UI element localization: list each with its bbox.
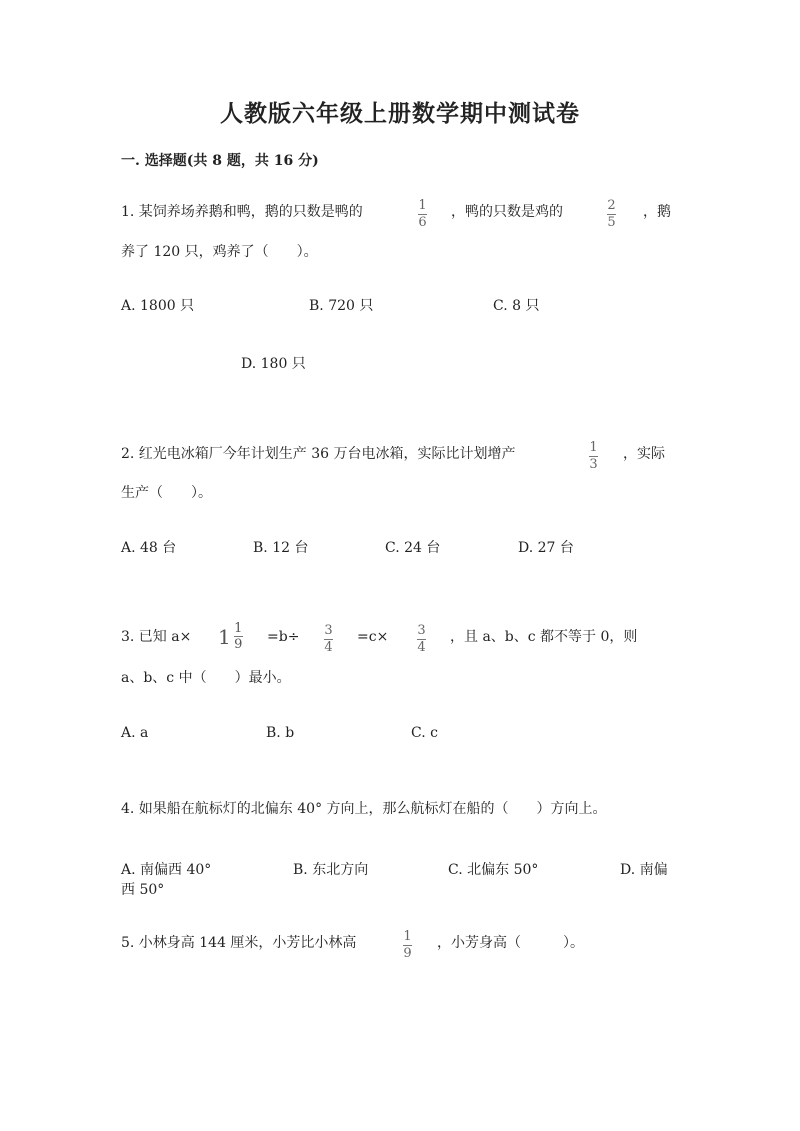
- option-c[interactable]: C. c: [411, 725, 438, 741]
- fraction: [607, 199, 616, 230]
- option-d-continuation: 西 50°: [121, 882, 165, 898]
- option-b[interactable]: B. 东北方向: [293, 862, 369, 878]
- question-text: a、b、c 中（ ）最小。: [121, 670, 291, 686]
- question-text: ，鹅: [643, 204, 671, 220]
- numerator: 1: [234, 621, 243, 636]
- question-text: 养了 120 只，鸡养了（ ）。: [121, 244, 318, 260]
- question-text: ，实际: [623, 446, 665, 462]
- option-d[interactable]: D. 180 只: [241, 356, 306, 372]
- option-d[interactable]: D. 南偏: [620, 862, 668, 878]
- numerator: 3: [324, 623, 333, 638]
- mixed-number: [218, 622, 243, 651]
- fraction: [324, 624, 333, 655]
- page-title: 人教版六年级上册数学期中测试卷: [220, 100, 580, 127]
- denominator: 6: [418, 215, 427, 230]
- question-text: =b÷: [267, 629, 300, 645]
- section-heading: 一. 选择题(共 8 题，共 16 分): [121, 153, 319, 169]
- option-c[interactable]: C. 8 只: [493, 298, 540, 314]
- question-text: 生产（ ）。: [121, 485, 212, 501]
- fraction: [417, 624, 426, 655]
- option-c[interactable]: C. 北偏东 50°: [448, 862, 539, 878]
- question-text: 2. 红光电冰箱厂今年计划生产 36 万台电冰箱，实际比计划增产: [121, 446, 516, 462]
- fraction: [418, 199, 427, 230]
- question-text: ，且 a、b、c 都不等于 0，则: [450, 629, 638, 645]
- option-a[interactable]: A. a: [121, 725, 149, 741]
- option-d[interactable]: D. 27 台: [518, 540, 574, 556]
- option-b[interactable]: B. b: [266, 725, 295, 741]
- option-a[interactable]: A. 南偏西 40°: [121, 862, 212, 878]
- numerator: 3: [417, 623, 426, 638]
- numerator: 2: [607, 198, 616, 213]
- whole-part: 1: [218, 624, 231, 649]
- question-text: ，小芳身高（ ）。: [437, 935, 584, 951]
- question-text: =c×: [357, 629, 389, 645]
- question-text: ，鸭的只数是鸡的: [451, 204, 563, 220]
- option-a[interactable]: A. 1800 只: [121, 298, 195, 314]
- question-text: 1. 某饲养场养鹅和鸭，鹅的只数是鸭的: [121, 204, 363, 220]
- option-b[interactable]: B. 12 台: [253, 540, 309, 556]
- fraction: [589, 441, 598, 472]
- numerator: 1: [403, 929, 412, 944]
- denominator: 4: [324, 640, 333, 655]
- question-text: 3. 已知 a×: [121, 629, 192, 645]
- fraction: [234, 622, 243, 651]
- numerator: 1: [589, 440, 598, 455]
- denominator: 9: [234, 637, 243, 652]
- denominator: 3: [589, 457, 598, 472]
- denominator: 4: [417, 640, 426, 655]
- option-c[interactable]: C. 24 台: [385, 540, 441, 556]
- fraction: [403, 930, 412, 961]
- option-a[interactable]: A. 48 台: [121, 540, 177, 556]
- question-text: 4. 如果船在航标灯的北偏东 40° 方向上，那么航标灯在船的（ ）方向上。: [121, 801, 607, 817]
- denominator: 5: [607, 215, 616, 230]
- numerator: 1: [418, 198, 427, 213]
- option-b[interactable]: B. 720 只: [309, 298, 374, 314]
- question-text: 5. 小林身高 144 厘米，小芳比小林高: [121, 935, 357, 951]
- denominator: 9: [403, 946, 412, 961]
